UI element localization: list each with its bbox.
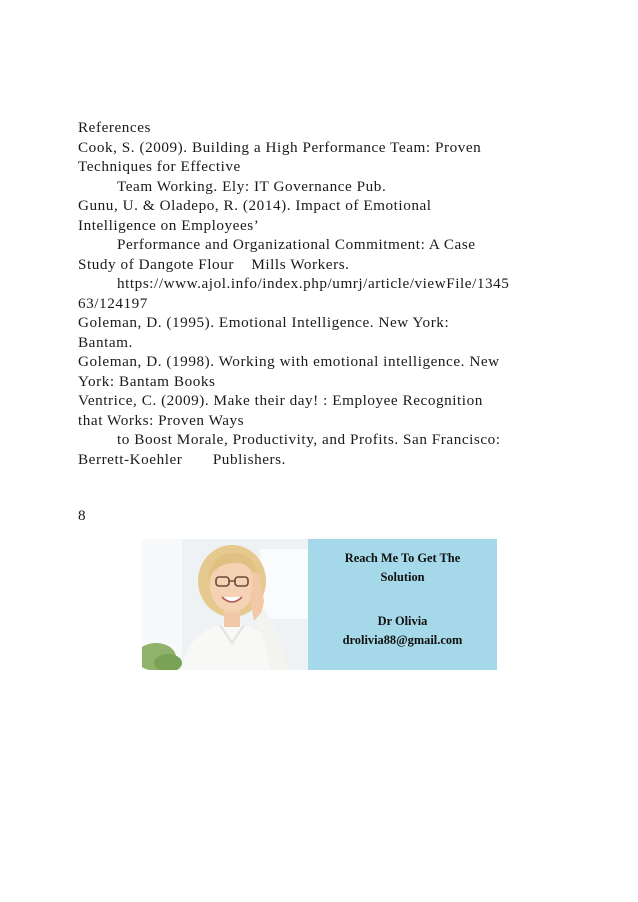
ad-contact-name: Dr Olivia	[377, 614, 428, 628]
ref-line: that Works: Proven Ways	[78, 411, 245, 429]
ad-headline	[308, 549, 497, 587]
woman-photo-illustration	[142, 539, 308, 670]
ref-line: Techniques for Effective	[78, 158, 241, 175]
ref-line: to Boost Morale, Productivity, and Profits. San Francisco:	[117, 431, 501, 448]
ref-line: Study of Dangote Flour Mills Workers.	[78, 255, 350, 273]
ref-line: Ventrice, C. (2009). Make their day! : Employee Recognition	[78, 392, 483, 409]
ref-line: Cook, S. (2009). Building a High Performance Team: Proven	[78, 138, 482, 156]
ref-line: Intelligence on Employees’	[78, 216, 260, 234]
contact-ad-banner[interactable]	[142, 539, 497, 670]
ref-line: Gunu, U. & Oladepo, R. (2014). Impact of Emotional	[78, 197, 432, 214]
ad-headline-line1: Reach Me To Get The	[344, 551, 461, 565]
ref-line: Team Working. Ely: IT Governance Pub.	[117, 177, 387, 195]
ref-line: York: Bantam Books	[78, 372, 216, 390]
page-number: 8	[78, 507, 86, 524]
ad-headline-line2: Solution	[380, 570, 425, 584]
ref-line: Goleman, D. (1995). Emotional Intelligence. New York:	[78, 314, 450, 331]
ad-contact-email[interactable]: drolivia88@gmail.com	[342, 633, 463, 647]
ref-line: Bantam.	[78, 333, 133, 351]
ref-url-line: https://www.ajol.info/index.php/umrj/article/viewFile/1345	[117, 275, 510, 292]
ad-contact	[308, 612, 497, 650]
ref-line: Performance and Organizational Commitment: A Case	[117, 236, 476, 253]
ref-line: Berrett-Koehler Publishers.	[78, 450, 286, 468]
references-section	[78, 118, 623, 469]
contact-info-panel	[308, 539, 497, 670]
ref-url-line: 63/124197	[78, 294, 148, 312]
ref-line: Goleman, D. (1998). Working with emotional intelligence. New	[78, 353, 500, 370]
woman-photo	[142, 539, 308, 670]
ref-line: References	[78, 119, 151, 136]
